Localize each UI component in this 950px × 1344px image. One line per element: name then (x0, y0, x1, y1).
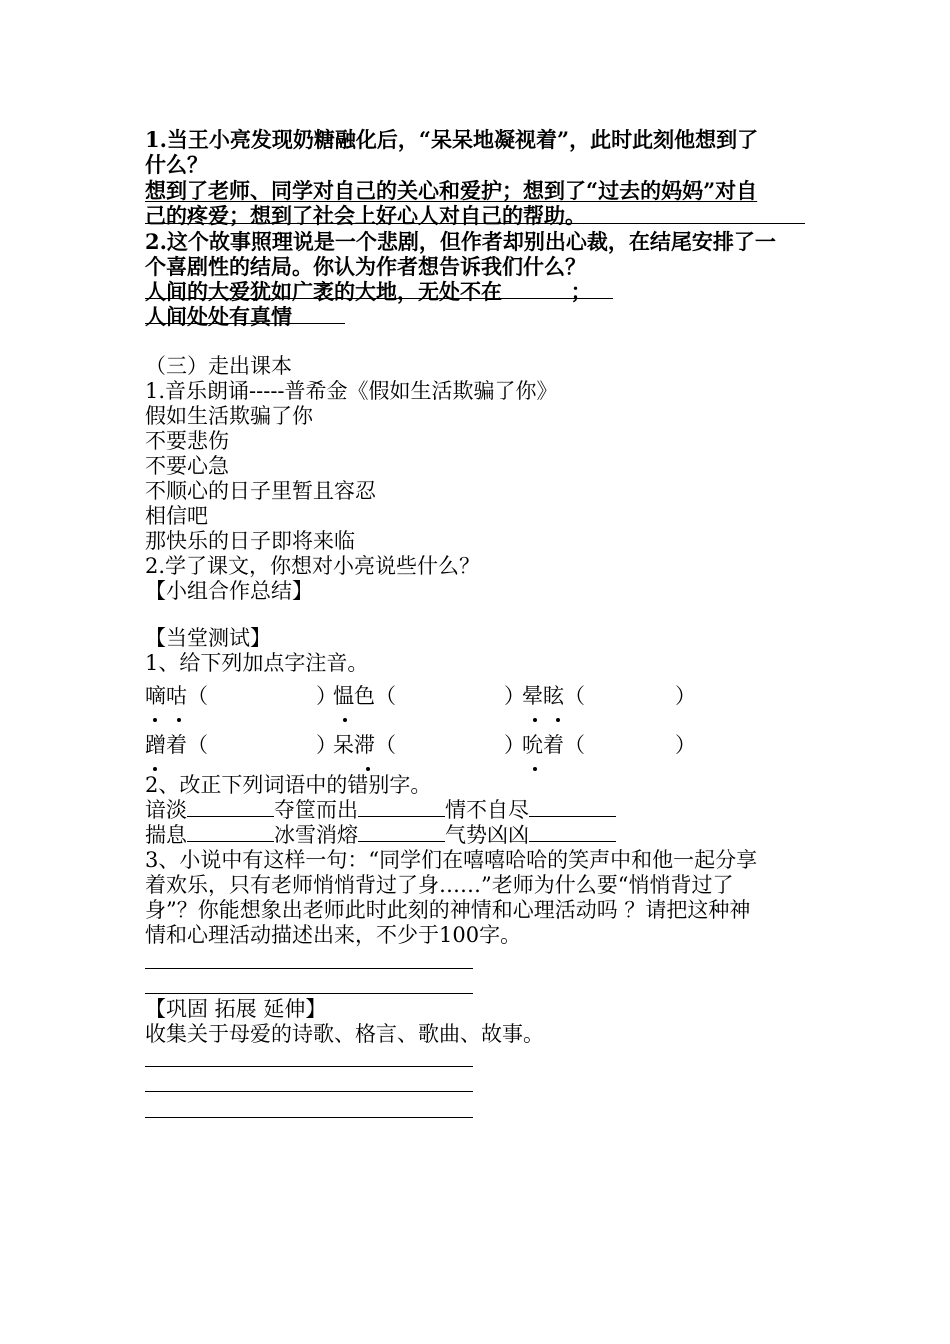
question-2-line-1: 2.这个故事照理说是一个悲剧，但作者却别出心裁，在结尾安排了一 (145, 229, 776, 254)
answer-line[interactable] (145, 968, 473, 969)
emphasis-dot (177, 718, 181, 722)
section-3-heading: （三）走出课本 (145, 354, 292, 378)
test-question-3-line-2: 着欢乐，只有老师悄悄背过了身……”老师为什么要“悄悄背过了 (145, 873, 734, 897)
answer-2-line-1 (145, 279, 592, 304)
question-1-line-2: 什么？ (145, 152, 208, 177)
extend-task: 收集关于母爱的诗歌、格言、歌曲、故事。 (145, 1022, 544, 1046)
answer-1-underline (145, 223, 805, 224)
pinyin-item-yunxuan: 晕眩（ ） (522, 684, 696, 708)
answer-1-line-1: 想到了老师、同学对自己的关心和爱护；想到了“过去的妈妈”对自 (145, 178, 758, 203)
answer-1-line-2: 己的疼爱；想到了社会上好心人对自己的帮助。 (145, 203, 586, 228)
typo-row-1: 谙淡 夺筐而出 情不自尽 (145, 798, 616, 823)
test-question-3-line-3: 身”？你能想象出老师此时此刻的神情和心理活动吗 ？请把这种神 (145, 898, 751, 922)
emphasis-dot (153, 767, 157, 771)
section-3-item-1: 1.音乐朗诵-----普希金《假如生活欺骗了你》 (145, 379, 558, 403)
poem-line-3: 不要心急 (145, 454, 229, 478)
answer-2-line-2: 人间处处有真情 (145, 304, 292, 329)
pinyin-item-daizhi: 呆滞（ ） (333, 733, 525, 757)
pinyin-item-yunse: 愠色（ ） (333, 684, 525, 708)
answer-2-underline-1 (145, 298, 613, 299)
extend-heading: 【巩固 拓展 延伸】 (145, 997, 327, 1021)
pinyin-item-shunzhe: 吮着（ ） (522, 733, 696, 757)
answer-line[interactable] (145, 993, 473, 994)
pinyin-row-1 (145, 684, 745, 709)
emphasis-dot (533, 718, 537, 722)
pinyin-item-cengzhe: 蹭着（ ） (145, 733, 337, 757)
test-question-3-line-4: 情和心理活动描述出来，不少于100字。 (145, 923, 522, 947)
answer-line[interactable] (145, 1117, 473, 1118)
emphasis-dot (366, 767, 370, 771)
section-3-item-2: 2.学了课文，你想对小亮说些什么？ (145, 554, 481, 578)
question-2-line-2: 个喜剧性的结局。你认为作者想告诉我们什么？ (145, 254, 586, 279)
group-summary-heading: 【小组合作总结】 (145, 579, 313, 603)
poem-line-4: 不顺心的日子里暂且容忍 (145, 479, 376, 503)
typo-blank[interactable] (187, 798, 274, 817)
typo-blank[interactable] (529, 798, 616, 817)
typo-row-2: 揣息 冰雪消熔 气势凶凶 (145, 823, 616, 848)
answer-line[interactable] (145, 1066, 473, 1067)
poem-line-6: 那快乐的日子即将来临 (145, 529, 355, 553)
poem-line-5: 相信吧 (145, 504, 208, 528)
emphasis-dot (533, 767, 537, 771)
poem-line-1: 假如生活欺骗了你 (145, 404, 313, 428)
emphasis-dot (343, 718, 347, 722)
typo-blank[interactable] (358, 798, 445, 817)
test-question-1: 1、给下列加点字注音。 (145, 651, 369, 675)
poem-line-2: 不要悲伤 (145, 429, 229, 453)
typo-blank[interactable] (529, 823, 616, 842)
answer-2-separator: ； (570, 279, 592, 304)
answer-2-text-1: 人间的大爱犹如广袤的大地，无处不在 (145, 279, 502, 304)
typo-blank[interactable] (187, 823, 274, 842)
test-question-2: 2、改正下列词语中的错别字。 (145, 773, 432, 797)
answer-line[interactable] (145, 1091, 473, 1092)
answer-2-underline-2 (145, 323, 345, 324)
emphasis-dot (153, 718, 157, 722)
question-1-line-1: 1.当王小亮发现奶糖融化后，“呆呆地凝视着”，此时此刻他想到了 (145, 127, 759, 152)
test-heading: 【当堂测试】 (145, 626, 271, 650)
emphasis-dot (556, 718, 560, 722)
pinyin-row-2 (145, 733, 745, 758)
test-question-3-line-1: 3、小说中有这样一句：“同学们在嘻嘻哈哈的笑声中和他一起分享 (145, 848, 758, 872)
typo-blank[interactable] (358, 823, 445, 842)
pinyin-item-digu: 嘀咕（ ） (145, 684, 337, 708)
